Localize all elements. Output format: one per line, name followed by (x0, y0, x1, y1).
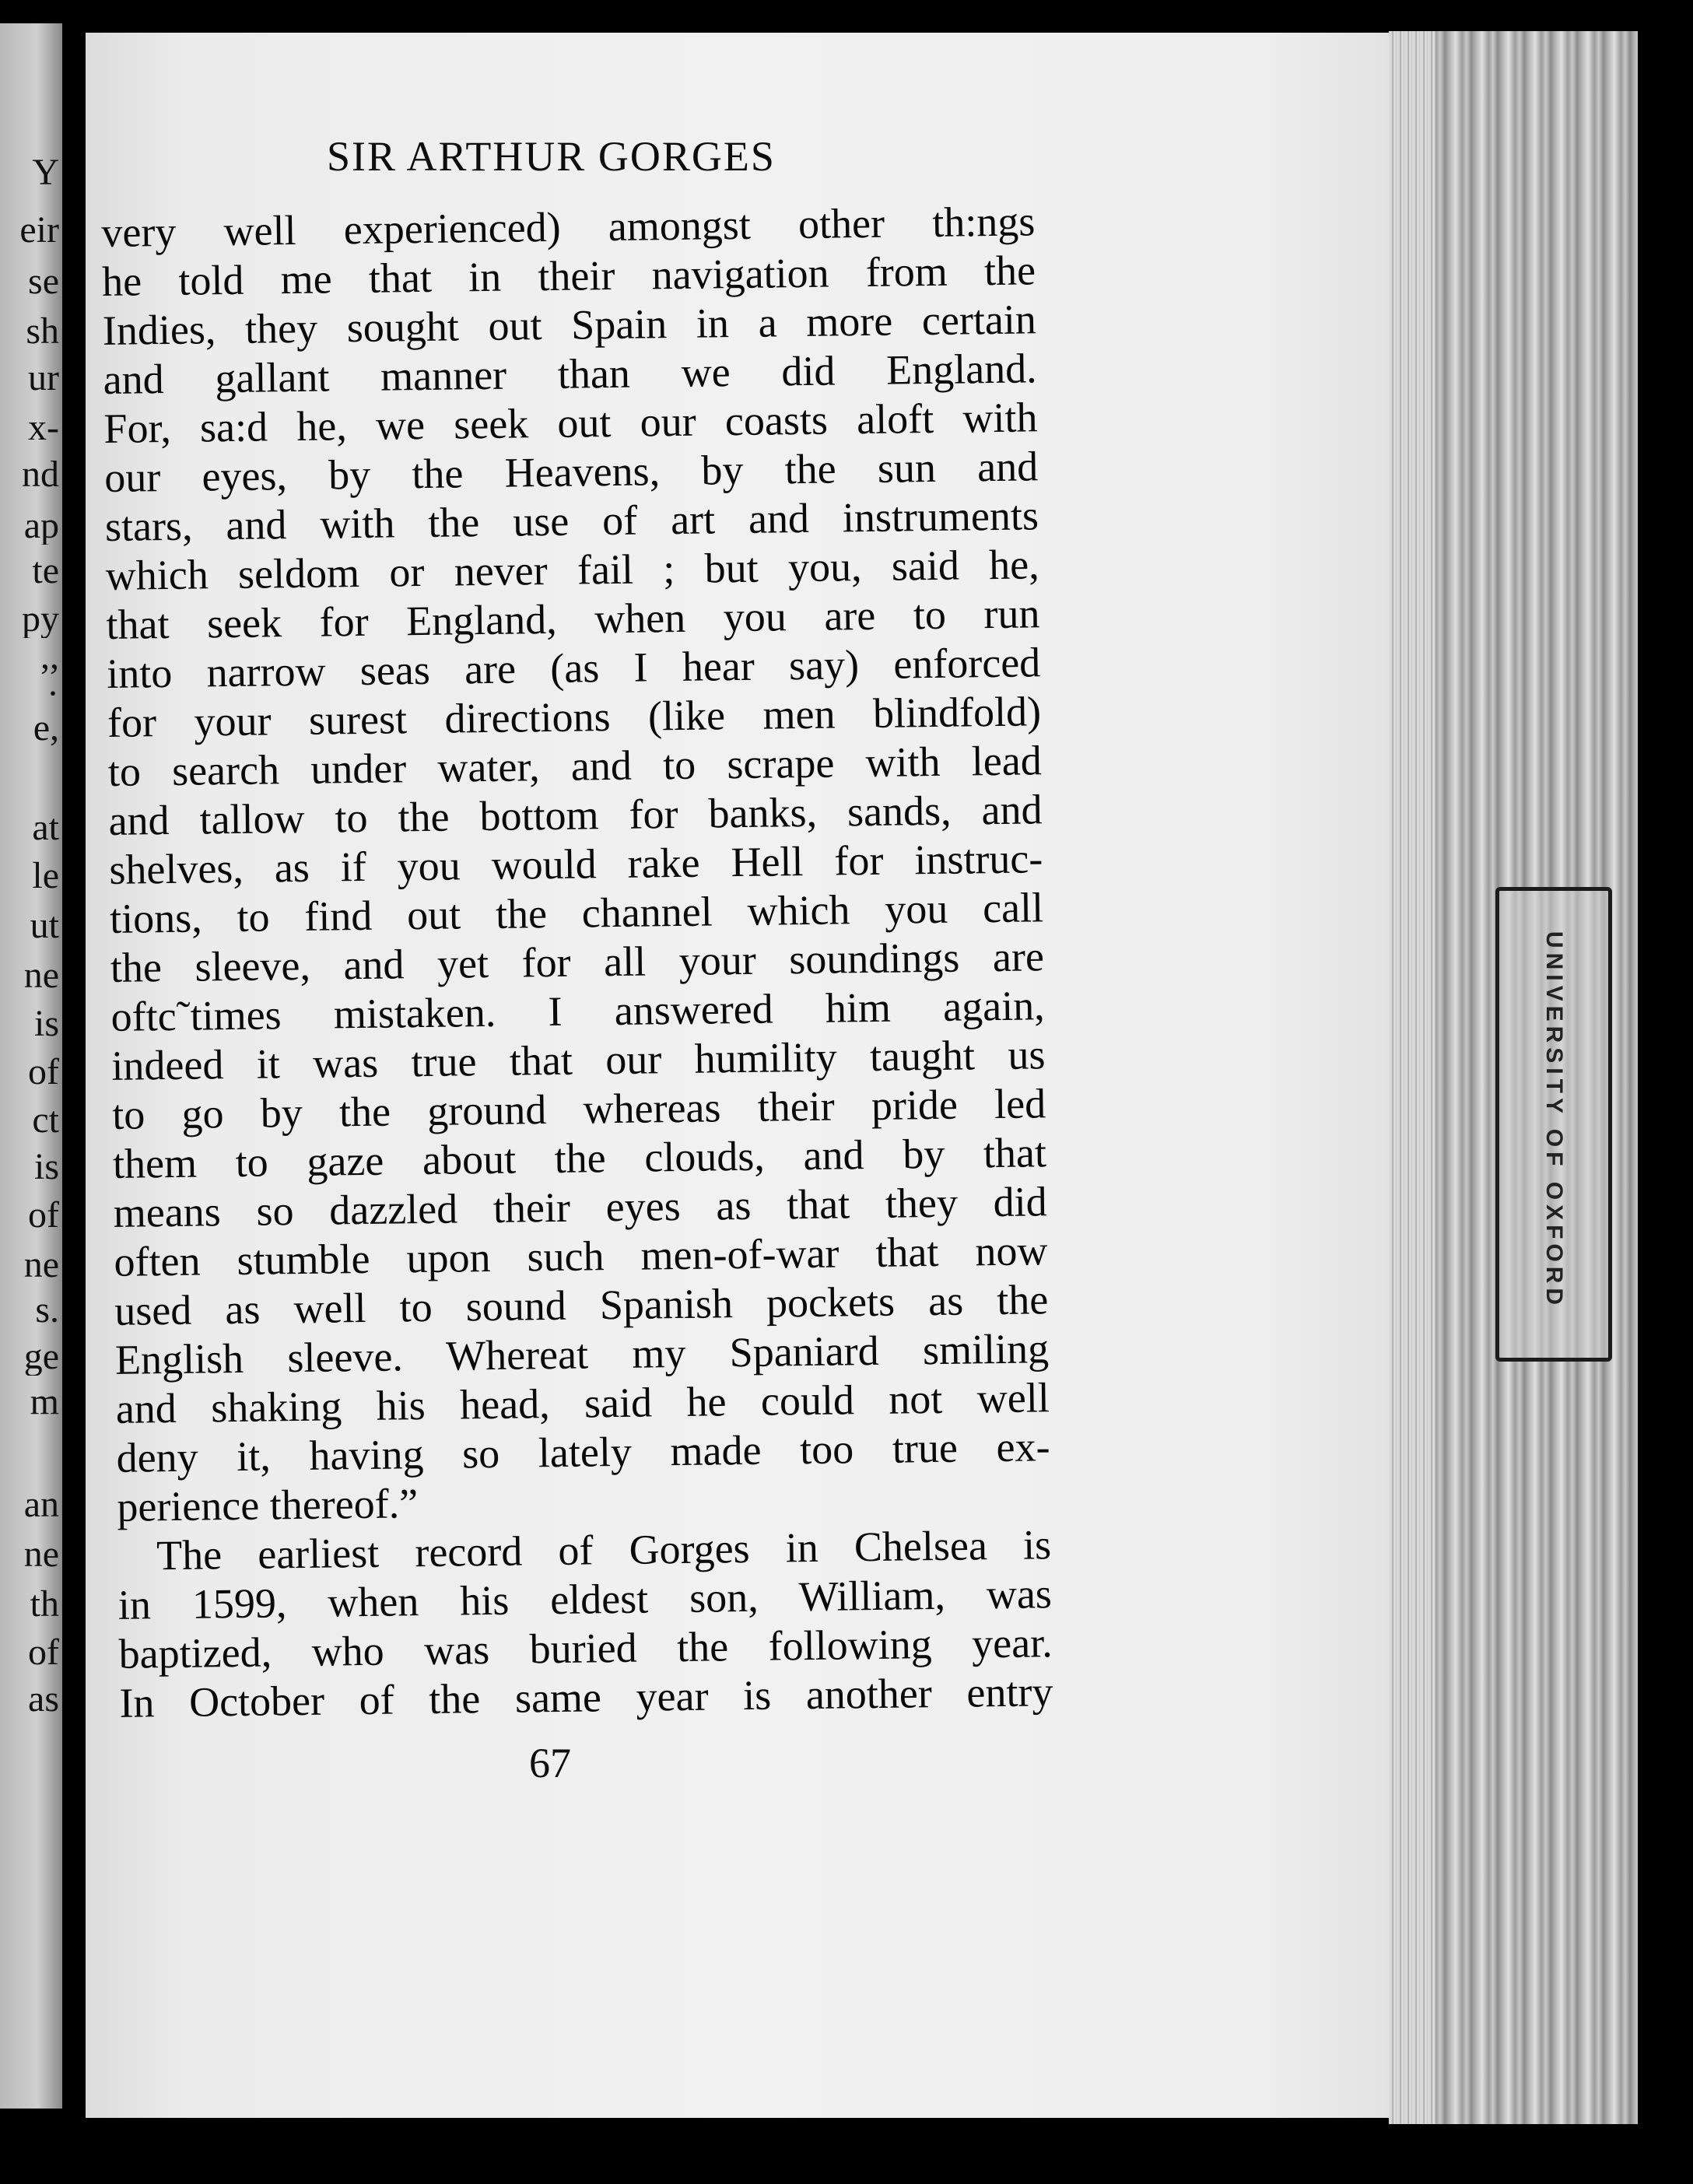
text-line: Indies, they sought out Spain in a more certain (102, 296, 1037, 354)
text-line: to search under water, and to scrape with lead (107, 737, 1043, 795)
body-text (101, 197, 1053, 1728)
facing-page-fragment (0, 23, 62, 2109)
facing-page-text-fragment: is (33, 1148, 59, 1186)
text-line: and gallant manner than we did England. (103, 345, 1037, 403)
facing-page-text-fragment: ne (23, 1536, 59, 1573)
facing-page-text-fragment: py (22, 601, 59, 638)
facing-page-text-fragment: · (47, 675, 59, 713)
text-line: means so dazzled their eyes as that they did (113, 1178, 1048, 1236)
text-line: In October of the same year is another entry (119, 1668, 1053, 1727)
facing-page-text-fragment: ne (23, 1246, 59, 1284)
text-line: indeed it was true that our humility taught us (111, 1031, 1046, 1089)
text-line: The earliest record of Gorges in Chelsea is (156, 1521, 1052, 1579)
page-edges (1389, 31, 1435, 2124)
text-line: our eyes, by the Heavens, by the sun and (103, 443, 1039, 501)
text-line: tions, to find out the channel which you call (109, 884, 1044, 942)
text-line: English sleeve. Whereat my Spaniard smiling (114, 1325, 1050, 1383)
facing-page-text-fragment: le (32, 857, 59, 895)
library-stamp-text: UNIVERSITY OF OXFORD (1541, 931, 1567, 1310)
facing-page-text-fragment: th (30, 1586, 59, 1623)
facing-page-text-fragment: is (33, 1005, 59, 1043)
facing-page-text-fragment: Y (32, 154, 59, 191)
text-line: used as well to sound Spanish pockets as the (114, 1276, 1049, 1334)
facing-page-text-fragment: ,, (40, 638, 59, 675)
text-line: he told me that in their navigation from the (101, 247, 1036, 305)
facing-page-text-fragment: ge (23, 1338, 59, 1376)
text-line: oftc˜times mistaken. I answered him again, (110, 982, 1045, 1040)
facing-page-text-fragment: ne (23, 957, 59, 994)
facing-page-text-fragment: e, (33, 710, 59, 747)
running-head: SIR ARTHUR GORGES (327, 133, 776, 180)
facing-page-text-fragment: eir (19, 212, 59, 249)
facing-page-text-fragment: sh (26, 313, 59, 350)
text-line: to go by the ground whereas their pride led (111, 1080, 1046, 1138)
text-line: often stumble upon such men-of-war that now (114, 1227, 1048, 1285)
facing-page-text-fragment: at (32, 809, 59, 847)
text-line: into narrow seas are (as I hear say) enforced (106, 639, 1041, 697)
text-line: which seldom or never fail ; but you, said he, (105, 541, 1040, 599)
text-line: for your surest directions (like men blindfold) (107, 688, 1042, 746)
facing-page-text-fragment: nd (22, 456, 59, 493)
facing-page-text-fragment: as (28, 1681, 59, 1718)
page-number: 67 (529, 1740, 571, 1786)
facing-page-text-fragment: an (23, 1486, 59, 1523)
text-line: them to gaze about the clouds, and by that (112, 1129, 1047, 1187)
text-line: and tallow to the bottom for banks, sands, and (108, 786, 1043, 844)
text-line: shelves, as if you would rake Hell for instruc- (109, 835, 1043, 893)
facing-page-text-fragment: of (28, 1197, 59, 1234)
text-line: deny it, having so lately made too true ex- (116, 1423, 1050, 1481)
text-line: stars, and with the use of art and instruments (104, 492, 1039, 550)
text-line: that seek for England, when you are to run (106, 590, 1040, 648)
facing-page-text-fragment: of (28, 1053, 59, 1091)
facing-page-text-fragment: of (28, 1634, 59, 1671)
text-line: the sleeve, and yet for all your soundings are (110, 933, 1045, 991)
facing-page-text-fragment: m (30, 1383, 59, 1421)
text-line: baptized, who was buried the following year. (118, 1619, 1053, 1677)
facing-page-text-fragment: ct (32, 1102, 59, 1139)
facing-page-text-fragment: ap (23, 507, 59, 545)
facing-page-text-fragment: se (28, 263, 59, 300)
text-line: very well experienced) amongst other th:ngs (101, 198, 1036, 256)
text-line: in 1599, when his eldest son, William, was (117, 1570, 1053, 1628)
facing-page-text-fragment: s. (35, 1292, 59, 1329)
facing-page-text-fragment: ur (28, 359, 59, 397)
library-stamp (1495, 887, 1612, 1362)
facing-page-text-fragment: te (32, 552, 59, 590)
text-line: and shaking his head, said he could not well (115, 1374, 1050, 1432)
facing-page-text-fragment: x- (28, 409, 59, 447)
text-line: perience thereof.” (117, 1480, 419, 1530)
text-line: For, sa:d he, we seek out our coasts aloft with (103, 394, 1038, 452)
facing-page-text-fragment: ut (30, 907, 59, 945)
